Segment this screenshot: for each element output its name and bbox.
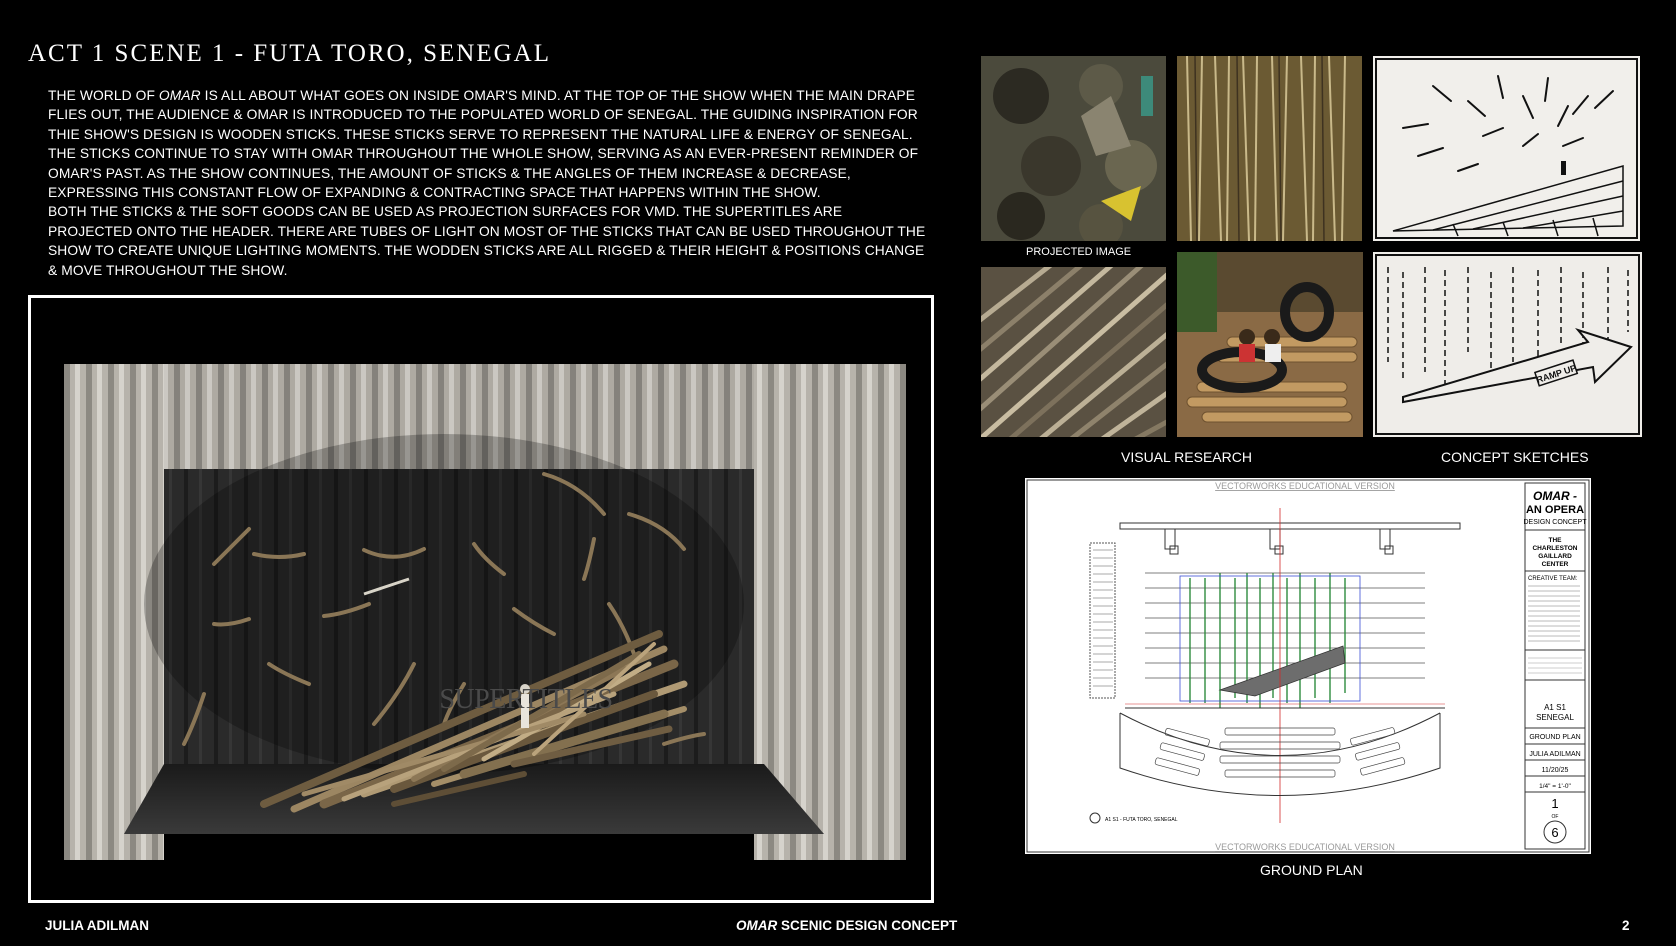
plan-title-line1: OMAR - <box>1533 489 1577 503</box>
description-prefix: THE WORLD OF <box>48 88 159 103</box>
hanging-sticks-photo <box>1177 56 1362 241</box>
scenic-rendering-frame <box>28 295 934 903</box>
description-paragraph-2: BOTH THE STICKS & THE SOFT GOODS CAN BE USED AS PROJECTION SURFACES FOR VMD. THE SUPERTITLES ARE PROJECTED ONTO THE HEADER. THERE ARE TUBES OF LIGHT ON MOST OF THE STICKS THAT CAN BE USED THROUGHOUT THE SHOW TO CREATE UNIQUE LIGHTING MOMENTS. THE WODDEN STICKS ARE ALL RIGGED & THEIR HEIGHT & POSITIONS CHANGE & MOVE THROUGHOUT THE SHOW. <box>48 204 926 278</box>
watermark-top: VECTORWORKS EDUCATIONAL VERSION <box>1215 481 1395 491</box>
design-description <box>48 86 928 280</box>
plan-title-line2: AN OPERA <box>1525 504 1585 516</box>
concept-sketches-caption: CONCEPT SKETCHES <box>1441 449 1589 465</box>
sketch-ramp-label: RAMP UP <box>1535 362 1578 386</box>
plan-subtitle: DESIGN CONCEPT <box>1523 519 1587 526</box>
sheet-of: OF <box>1551 814 1559 820</box>
concept-title-rest: SCENIC DESIGN CONCEPT <box>777 918 958 933</box>
watermark-bottom: VECTORWORKS EDUCATIONAL VERSION <box>1215 842 1395 852</box>
view-label: A1 S1 - FUTA TORO, SENEGAL <box>1105 817 1178 823</box>
concept-title-omar: OMAR <box>736 918 778 933</box>
projected-image-caption: PROJECTED IMAGE <box>1026 246 1132 258</box>
scene-line2: SENEGAL <box>1536 713 1574 722</box>
venue-line1: THE <box>1548 537 1562 544</box>
stacked-sticks-photo <box>981 267 1166 437</box>
visual-research-caption: VISUAL RESEARCH <box>1121 449 1252 465</box>
bamboo-tires-photo <box>1177 252 1363 437</box>
projected-image-photo <box>981 56 1166 241</box>
concept-title <box>736 918 957 933</box>
ground-plan-drawing <box>1025 478 1591 854</box>
drawing-title: GROUND PLAN <box>1529 734 1581 741</box>
ground-plan-caption: GROUND PLAN <box>1260 862 1363 878</box>
description-paragraph-1 <box>48 86 928 202</box>
designer-name: JULIA ADILMAN <box>45 918 149 933</box>
page-number: 2 <box>1622 918 1630 933</box>
stage-rendering <box>64 364 906 860</box>
description-text: IS ALL ABOUT WHAT GOES ON INSIDE OMAR'S MIND. AT THE TOP OF THE SHOW WHEN THE MAIN DRAPE FLIES OUT, THE AUDIENCE & OMAR IS INTRODUCED TO THE POPULATED WORLD OF SENEGAL. THE GUIDING INSPIRATION FOR THIE SHOW'S DESIGN IS WOODEN STICKS. THESE STICKS SERVE TO REPRESENT THE NATURAL LIFE & ENERGY OF SENEGAL. THE STICKS CONTINUE TO STAY WITH OMAR THROUGHOUT THE WHOLE SHOW, SERVING AS AN EVER-PRESENT REMINDER OF OMAR'S PAST. AS THE SHOW CONTINUES, THE AMOUNT OF STICKS & THE ANGLES OF THEM INCREASE & DECREASE, EXPRESSING THIS CONSTANT FLOW OF EXPANDING & CONTRACTING SPACE THAT HAPPENS WITHIN THE SHOW. <box>48 88 919 201</box>
venue-line4: CENTER <box>1541 561 1569 568</box>
drawing-date: 11/20/25 <box>1541 767 1569 774</box>
drawn-by: JULIA ADILMAN <box>1529 751 1581 758</box>
venue-line3: GAILLARD <box>1538 553 1572 560</box>
page-title: ACT 1 SCENE 1 - FUTA TORO, SENEGAL <box>28 40 551 67</box>
sketch-sticks-ramp <box>1373 56 1640 241</box>
sheet-total: 6 <box>1551 825 1559 840</box>
scene-line1: A1 S1 <box>1544 703 1566 712</box>
team-heading: CREATIVE TEAM: <box>1528 576 1578 582</box>
drawing-scale: 1/4" = 1'-0" <box>1539 783 1571 790</box>
supertitles-projection: SUPERTITLES <box>439 684 613 715</box>
sketch-ramp-up <box>1373 252 1642 437</box>
venue-line2: CHARLESTON <box>1532 545 1578 552</box>
sheet-number: 1 <box>1551 796 1559 811</box>
description-omar-emphasis: OMAR <box>158 88 201 103</box>
